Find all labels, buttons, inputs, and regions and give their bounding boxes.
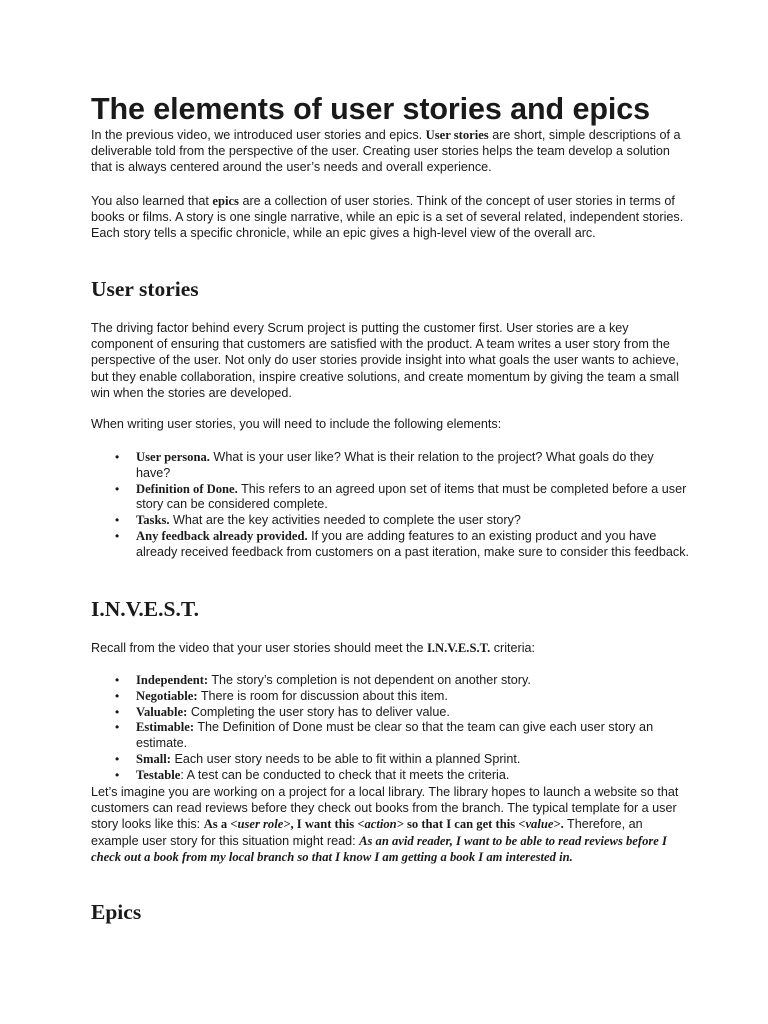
list-item (91, 705, 691, 721)
library-text-2: Therefore, an example user story for this situation might read: (91, 817, 643, 848)
criterion-text: : A test can be conducted to check that it meets the criteria. (180, 767, 510, 782)
template-part-4: . (560, 817, 564, 832)
invest-criteria-list (91, 673, 691, 784)
criterion-text: The Definition of Done must be clear so that the team can give each user story an estimate. (136, 720, 654, 751)
invest-intro-bold: I.N.V.E.S.T. (427, 641, 491, 655)
intro-p1-bold: User stories (425, 128, 489, 142)
template-part-3: so that I can get this (403, 817, 519, 832)
section-heading-epics: Epics (91, 900, 142, 924)
list-item (91, 513, 691, 529)
intro-paragraph-2 (91, 193, 691, 242)
list-item (91, 752, 691, 768)
template-part-2: , I want this (290, 817, 358, 832)
template-action: <action> (357, 817, 404, 832)
user-story-elements-list (91, 450, 691, 561)
section-heading-user-stories: User stories (91, 277, 199, 301)
criterion-text: The story’s completion is not dependent on another story. (208, 673, 531, 687)
list-item-text: What are the key activities needed to complete the user story? (169, 513, 521, 528)
intro-p2-bold: epics (212, 194, 239, 208)
list-item-text: If you are adding features to an existing product and you have already received feedback from customers on a past iteration, make sure to consider this feedback. (136, 528, 690, 559)
template-value: <value> (518, 817, 561, 832)
criterion-text: Completing the user story has to deliver value. (187, 704, 450, 719)
criterion-term: Estimable: (136, 720, 195, 735)
list-item-text: This refers to an agreed upon set of items that must be completed before a user story can be considered complete. (136, 481, 687, 512)
list-item (91, 482, 691, 514)
invest-intro-after: criteria: (490, 641, 536, 655)
list-item-text: What is your user like? What is their relation to the project? What goals do they have? (136, 450, 654, 480)
list-item-term: User persona. (136, 450, 210, 464)
list-item-term: Tasks. (136, 513, 170, 528)
template-user-role: <user role> (230, 817, 291, 832)
list-item-term: Definition of Done. (136, 481, 238, 496)
criterion-term: Valuable: (136, 704, 188, 719)
library-example-paragraph (91, 784, 691, 865)
list-item (91, 720, 691, 752)
user-stories-paragraph-2: When writing user stories, you will need to include the following elements: (91, 417, 502, 431)
list-item (91, 689, 691, 705)
criterion-term: Testable (136, 767, 181, 782)
criterion-term: Negotiable: (136, 688, 198, 703)
page-title: The elements of user stories and epics (91, 92, 650, 126)
list-item-term: Any feedback already provided. (136, 528, 308, 543)
intro-p1-text-after: are short, simple descriptions of a deliverable told from the perspective of the user. Creating user stories helps the team develop a solution that is always centered around the user’s needs and overall experience. (91, 128, 681, 175)
list-item (91, 529, 691, 561)
section-heading-invest: I.N.V.E.S.T. (91, 597, 199, 621)
invest-intro (91, 640, 691, 656)
list-item (91, 450, 691, 482)
template-part-1: As a (203, 817, 231, 832)
invest-intro-before: Recall from the video that your user stories should meet the (91, 641, 427, 655)
list-item (91, 768, 691, 784)
user-stories-paragraph-1: The driving factor behind every Scrum project is putting the customer first. User stories are a key component of ensuring that customers are satisfied with the product. A team writes a user story from the perspective of the user. Not only do user stories provide insight into what goals the user wants to achieve, but they enable collaboration, inspire creative solutions, and create momentum by giving the team a small win when the stories are developed. (91, 321, 680, 400)
example-user-story: As an avid reader, I want to be able to read reviews before I check out a book from my local branch so that I know I am getting a book I am interested in. (91, 833, 667, 864)
library-text-1: Let’s imagine you are working on a project for a local library. The library hopes to launch a website so that customers can read reviews before they check out books from the branch. The typical template for a user story looks like this: (91, 785, 679, 832)
criterion-text: There is room for discussion about this item. (197, 688, 448, 703)
intro-p1-text-before: In the previous video, we introduced user stories and epics. (91, 128, 426, 142)
criterion-text: Each user story needs to be able to fit within a planned Sprint. (170, 751, 521, 766)
intro-p2-text-after: are a collection of user stories. Think of the concept of user stories in terms of books or films. A story is one single narrative, while an epic is a set of several related, independent stories. Each story tells a specific chronicle, while an epic gives a high-level view of the overall arc. (91, 194, 684, 241)
intro-p2-text-before: You also learned that (91, 194, 213, 208)
criterion-term: Small: (136, 751, 171, 766)
criterion-term: Independent: (136, 673, 209, 687)
intro-paragraph-1 (91, 127, 691, 176)
list-item (91, 673, 691, 689)
